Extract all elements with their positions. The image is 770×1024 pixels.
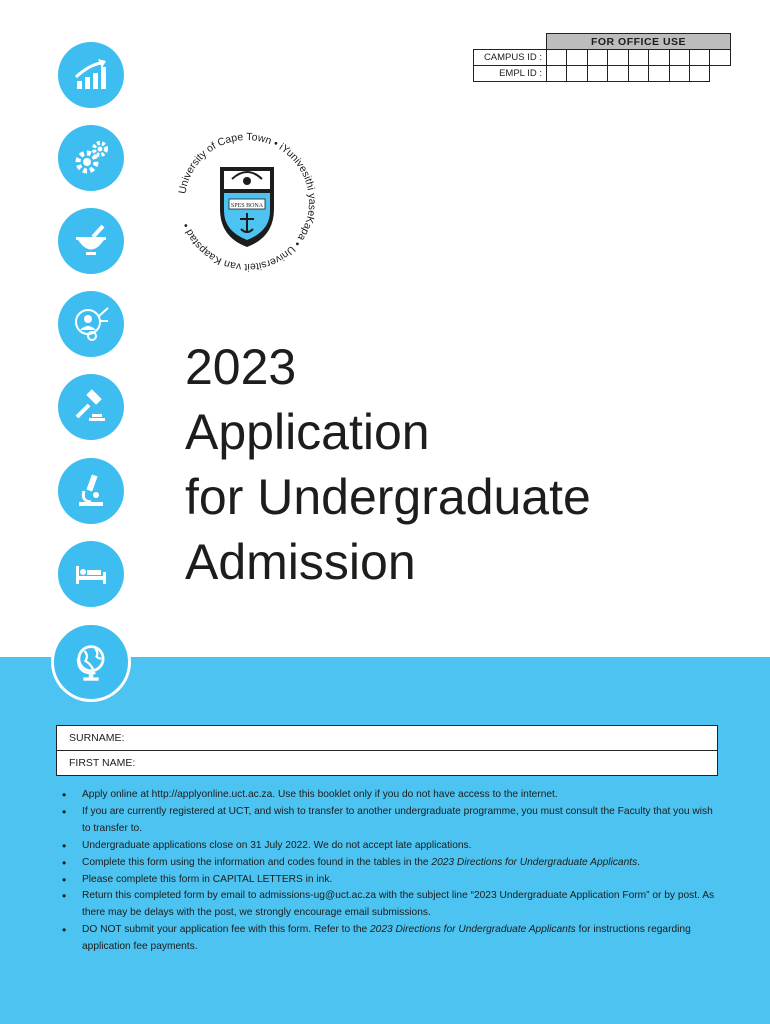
list-item: • DO NOT submit your application fee with this form. Refer to the 2023 Directions for Undergraduate Applicants for instructions regarding application fee payments. bbox=[62, 922, 722, 956]
svg-text:SPES BONA: SPES BONA bbox=[230, 203, 264, 209]
list-item: • If you are currently registered at UCT, and wish to transfer to another undergraduate programme, you must consult the Faculty that you wish to transfer to. bbox=[62, 804, 722, 838]
first-name-field[interactable] bbox=[57, 750, 717, 775]
mortar-pestle-icon bbox=[58, 208, 124, 274]
list-item: • Complete this form using the information and codes found in the tables in the 2023 Directions for Undergraduate Applicants. bbox=[62, 855, 722, 872]
empl-id-cell[interactable] bbox=[649, 66, 669, 82]
first-name-label: FIRST NAME: bbox=[69, 757, 136, 769]
title-line-undergraduate: for Undergraduate bbox=[185, 469, 591, 525]
microscope-icon bbox=[58, 458, 124, 524]
people-network-icon bbox=[58, 291, 124, 357]
surname-label: SURNAME: bbox=[69, 732, 125, 744]
list-item: • Undergraduate applications close on 31 July 2022. We do not accept late applications. bbox=[62, 838, 722, 855]
campus-id-cell[interactable] bbox=[689, 50, 709, 66]
empl-id-cell[interactable] bbox=[689, 66, 709, 82]
campus-id-cell[interactable] bbox=[710, 50, 731, 66]
title-line-admission: Admission bbox=[185, 534, 416, 590]
campus-id-cell[interactable] bbox=[628, 50, 648, 66]
list-item: • Apply online at http://applyonline.uct.ac.za. Use this booklet only if you do not have access to the internet. bbox=[62, 787, 722, 804]
empl-id-label: EMPL ID : bbox=[474, 66, 547, 82]
uct-logo-seal bbox=[172, 127, 322, 277]
campus-id-label: CAMPUS ID : bbox=[474, 50, 547, 66]
title-line-application: Application bbox=[185, 404, 430, 460]
list-item: • Return this completed form by email to admissions-ug@uct.ac.za with the subject line “2023 Undergraduate Application Form” or by post. As there may be delays with the post, we strongly encourage email submissions. bbox=[62, 888, 722, 922]
empl-id-cell[interactable] bbox=[567, 66, 587, 82]
campus-id-cell[interactable] bbox=[567, 50, 587, 66]
empl-id-cell[interactable] bbox=[628, 66, 648, 82]
campus-id-cell[interactable] bbox=[547, 50, 567, 66]
page-title bbox=[185, 335, 591, 595]
growth-chart-icon bbox=[58, 42, 124, 108]
gavel-icon bbox=[58, 374, 124, 440]
campus-id-cell[interactable] bbox=[669, 50, 689, 66]
empl-id-cell[interactable] bbox=[669, 66, 689, 82]
hospital-bed-icon bbox=[58, 541, 124, 607]
title-year: 2023 bbox=[185, 339, 297, 395]
instructions-list bbox=[62, 787, 722, 956]
empl-id-cell[interactable] bbox=[587, 66, 607, 82]
office-use-box bbox=[473, 33, 731, 82]
campus-id-cell[interactable] bbox=[649, 50, 669, 66]
applicant-name-box bbox=[56, 725, 718, 776]
svg-text:University of Cape Town • iYun: University of Cape Town • iYunivesithi yaseKapa • Universiteit van Kaapstad • bbox=[176, 130, 319, 274]
surname-field[interactable] bbox=[57, 726, 717, 750]
campus-id-cell[interactable] bbox=[608, 50, 628, 66]
empl-id-cell[interactable] bbox=[547, 66, 567, 82]
gears-icon bbox=[58, 125, 124, 191]
campus-id-cell[interactable] bbox=[587, 50, 607, 66]
list-item: • Please complete this form in CAPITAL LETTERS in ink. bbox=[62, 872, 722, 889]
office-use-header: FOR OFFICE USE bbox=[547, 34, 731, 50]
globe-icon bbox=[51, 622, 131, 702]
empl-id-cell[interactable] bbox=[608, 66, 628, 82]
